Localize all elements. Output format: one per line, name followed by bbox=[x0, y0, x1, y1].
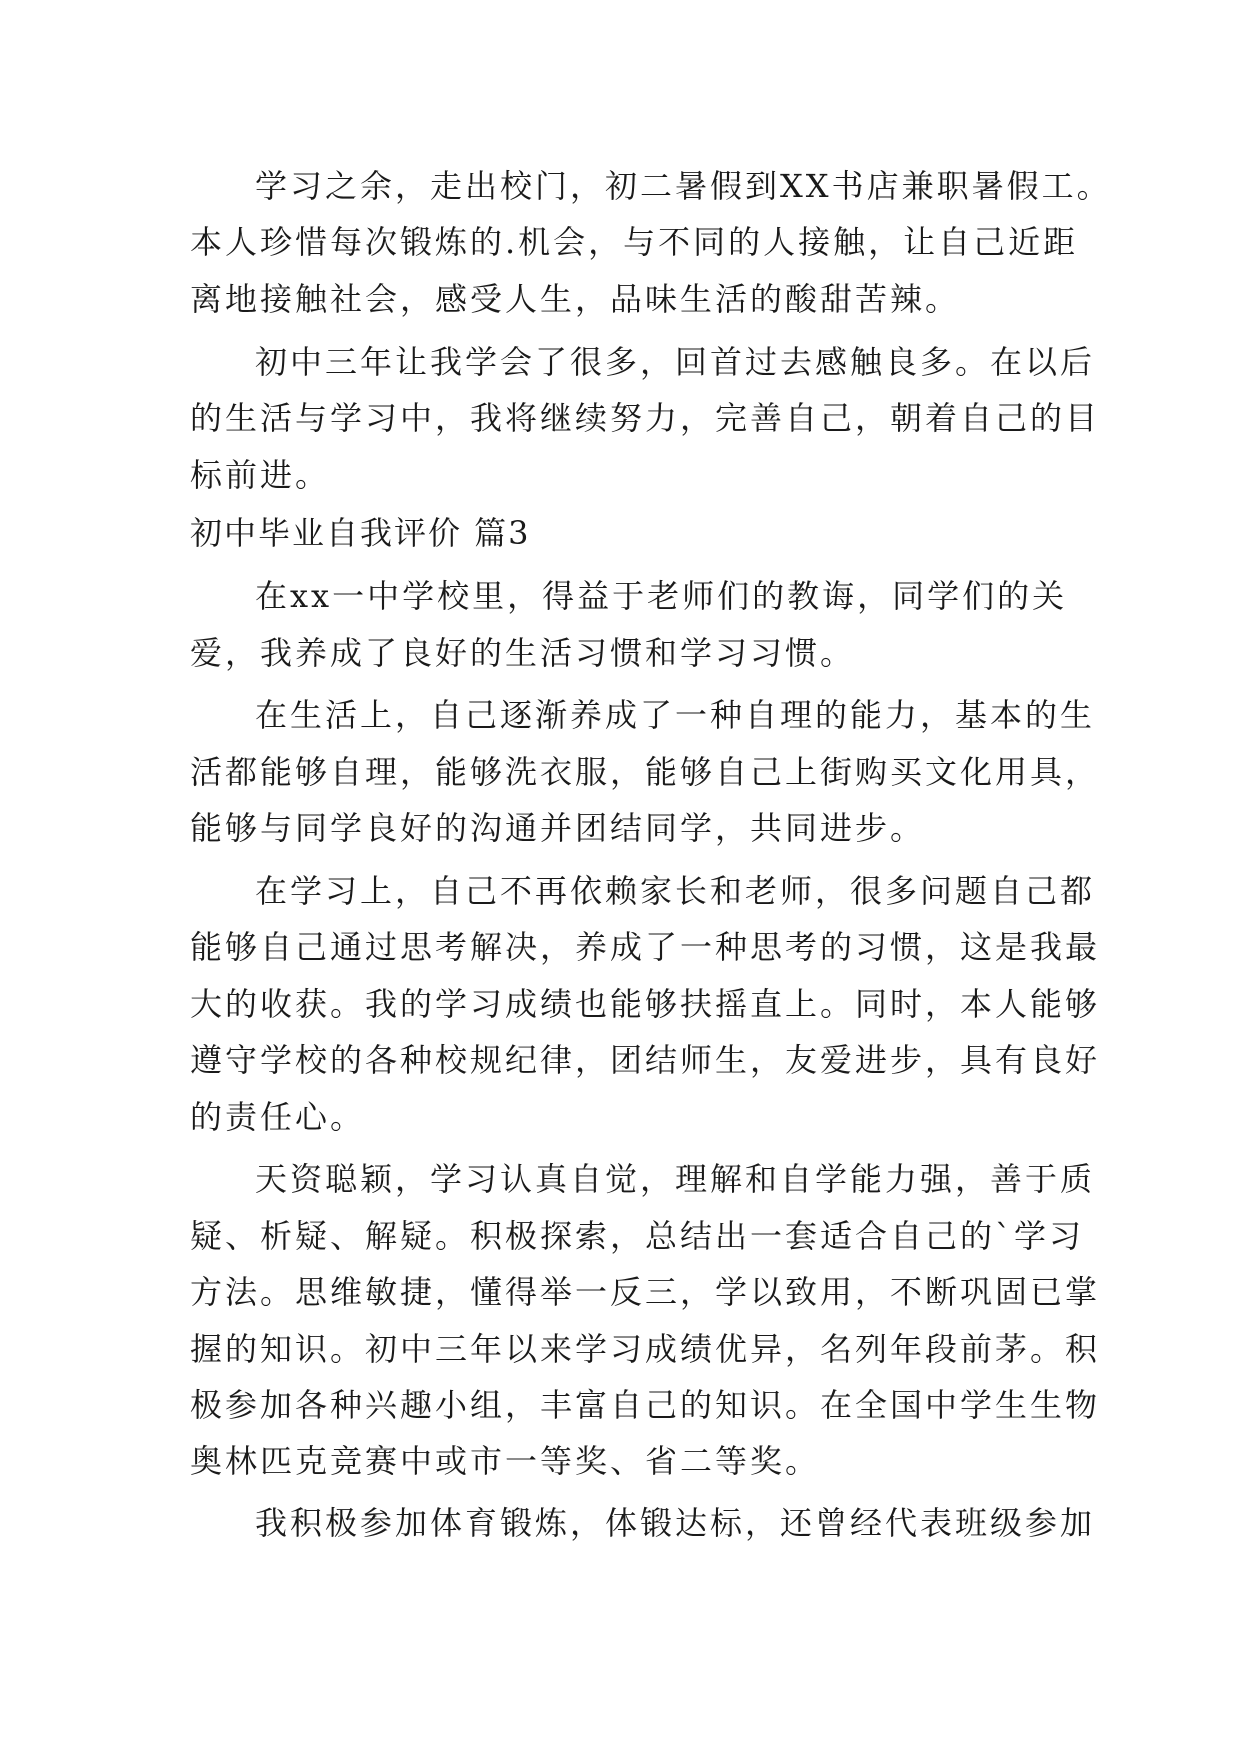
text-line: 疑、析疑、解疑。积极探索，总结出一套适合自己的`学习 bbox=[190, 1217, 1085, 1255]
text-line: 标前进。 bbox=[190, 456, 331, 494]
text-line: 本人珍惜每次锻炼的.机会，与不同的人接触，让自己近距 bbox=[190, 223, 1079, 261]
text-line: 方法。思维敏捷，懂得举一反三，学以致用，不断巩固已掌 bbox=[190, 1273, 1101, 1311]
text-line: 能够与同学良好的沟通并团结同学，共同进步。 bbox=[190, 809, 926, 847]
text-line: 能够自己通过思考解决，养成了一种思考的习惯，这是我最 bbox=[190, 928, 1101, 966]
text-line: 握的知识。初中三年以来学习成绩优异，名列年段前茅。积 bbox=[190, 1330, 1101, 1368]
text-line: 在xx一中学校里，得益于老师们的教诲，同学们的关 bbox=[255, 577, 1068, 615]
text-line: 遵守学校的各种校规纪律，团结师生，友爱进步，具有良好 bbox=[190, 1041, 1101, 1079]
text-line: 的生活与学习中，我将继续努力，完善自己，朝着自己的目 bbox=[190, 399, 1101, 437]
text-line: 的责任心。 bbox=[190, 1098, 366, 1136]
text-line: 天资聪颖，学习认真自觉，理解和自学能力强，善于质 bbox=[255, 1160, 1096, 1198]
text-line: 大的收获。我的学习成绩也能够扶摇直上。同时，本人能够 bbox=[190, 985, 1101, 1023]
text-line: 学习之余，走出校门，初二暑假到XX书店兼职暑假工。 bbox=[255, 167, 1112, 205]
text-line: 我积极参加体育锻炼，体锻达标，还曾经代表班级参加 bbox=[255, 1504, 1096, 1542]
section-heading: 初中毕业自我评价 篇3 bbox=[190, 514, 531, 552]
text-line: 在学习上，自己不再依赖家长和老师，很多问题自己都 bbox=[255, 872, 1096, 910]
text-line: 在生活上，自己逐渐养成了一种自理的能力，基本的生 bbox=[255, 696, 1096, 734]
text-line: 初中三年让我学会了很多，回首过去感触良多。在以后 bbox=[255, 343, 1096, 381]
text-line: 奥林匹克竞赛中或市一等奖、省二等奖。 bbox=[190, 1442, 821, 1480]
text-line: 离地接触社会，感受人生，品味生活的酸甜苦辣。 bbox=[190, 280, 961, 318]
text-line: 极参加各种兴趣小组，丰富自己的知识。在全国中学生生物 bbox=[190, 1386, 1101, 1424]
text-line: 活都能够自理，能够洗衣服，能够自己上街购买文化用具， bbox=[190, 753, 1101, 791]
text-line: 爱，我养成了良好的生活习惯和学习习惯。 bbox=[190, 634, 856, 672]
